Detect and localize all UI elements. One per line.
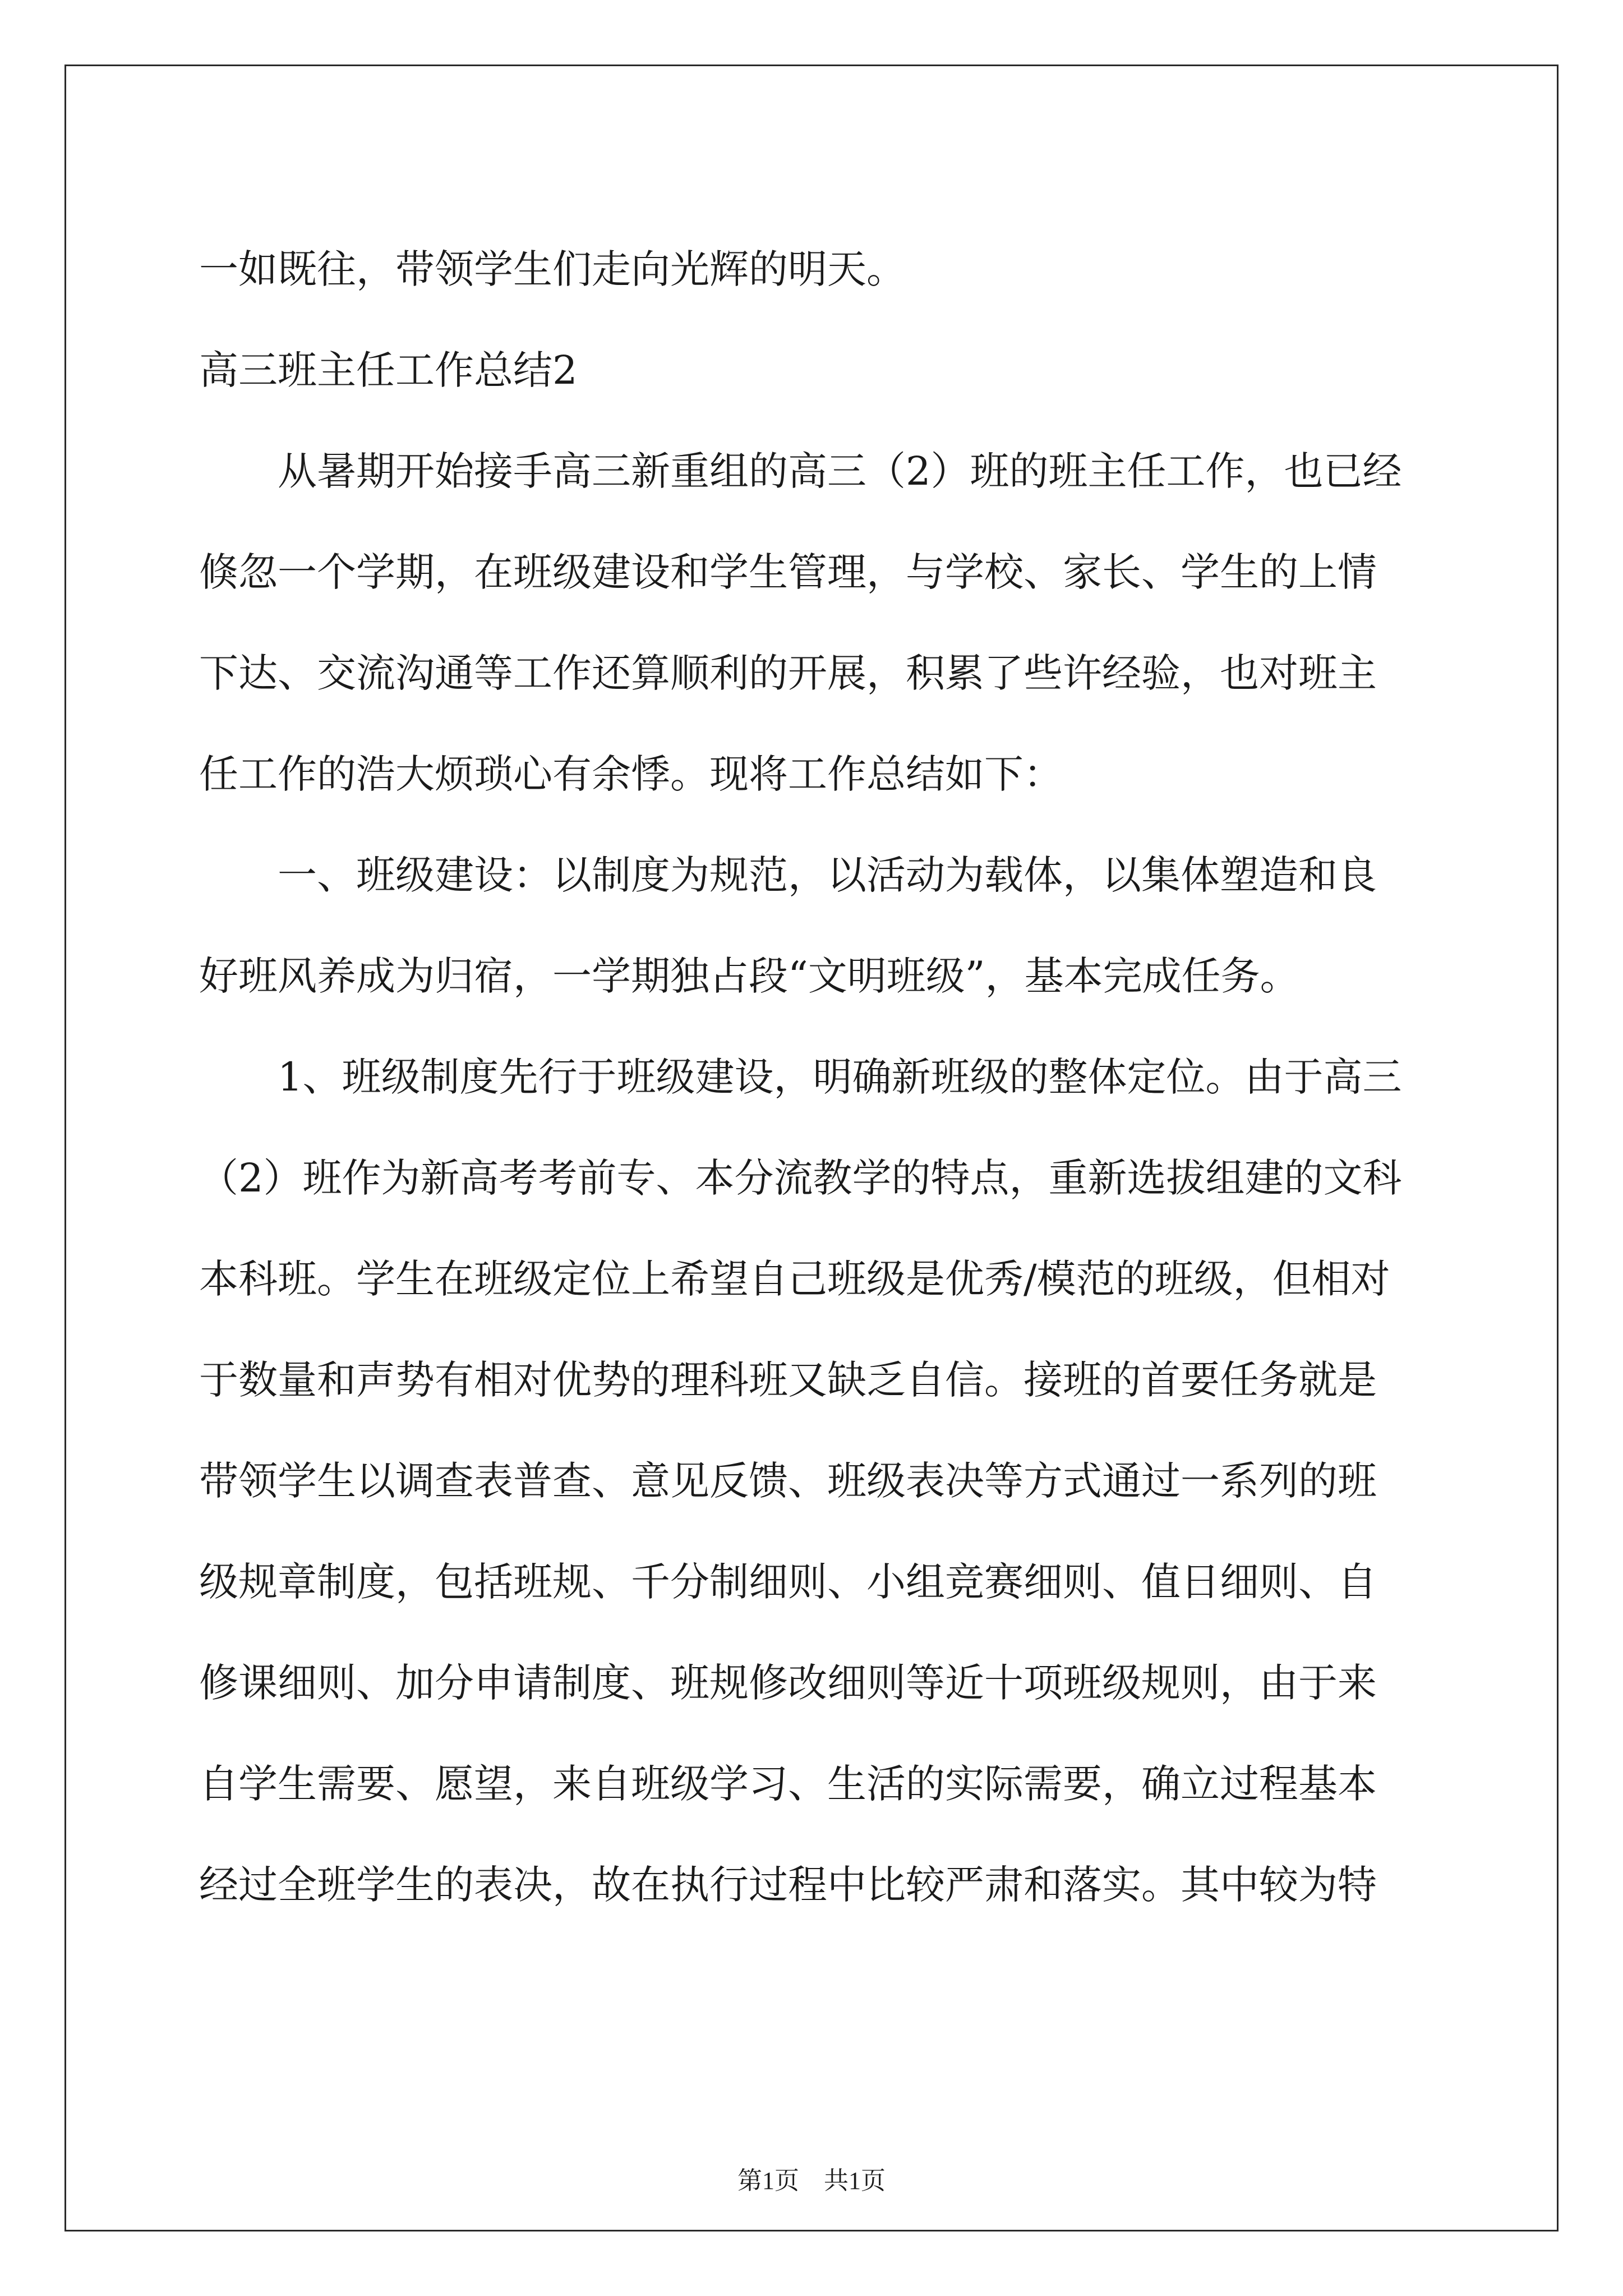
text-line-8: 好班风养成为归宿，一学期独占段“文明班级”，基本完成任务。: [199, 953, 1299, 999]
text-line-16: 自学生需要、愿望，来自班级学习、生活的实际需要，确立过程基本: [199, 1761, 1377, 1807]
text-line-1: 一如既往，带领学生们走向光辉的明天。: [199, 246, 906, 292]
page-number-footer: 第1页 共1页: [737, 2167, 886, 2194]
text-line-12: 于数量和声势有相对优势的理科班又缺乏自信。接班的首要任务就是: [199, 1357, 1377, 1403]
text-line-15: 修课细则、加分申请制度、班规修改细则等近十项班级规则，由于来: [199, 1660, 1377, 1706]
section-heading: 高三班主任工作总结2: [199, 347, 578, 393]
text-line-14: 级规章制度，包括班规、千分制细则、小组竞赛细则、值日细则、自: [199, 1559, 1377, 1605]
text-line-17: 经过全班学生的表决，故在执行过程中比较严肃和落实。其中较为特: [199, 1862, 1377, 1908]
text-line-3: 从暑期开始接手高三新重组的高三（2）班的班主任工作，也已经: [278, 448, 1402, 494]
text-line-7: 一、班级建设：以制度为规范，以活动为载体，以集体塑造和良: [278, 852, 1377, 898]
text-line-9: 1、班级制度先行于班级建设，明确新班级的整体定位。由于高三: [278, 1054, 1402, 1100]
text-line-5: 下达、交流沟通等工作还算顺利的开展，积累了些许经验，也对班主: [199, 650, 1377, 696]
text-line-6: 任工作的浩大烦琐心有余悸。现将工作总结如下：: [199, 751, 1063, 797]
text-line-11: 本科班。学生在班级定位上希望自己班级是优秀/模范的班级，但相对: [199, 1256, 1390, 1302]
document-body: [199, 219, 1433, 2070]
text-line-10: （2）班作为新高考考前专、本分流教学的特点，重新选拔组建的文科: [199, 1155, 1402, 1201]
text-line-4: 倏忽一个学期，在班级建设和学生管理，与学校、家长、学生的上情: [199, 549, 1377, 595]
text-line-13: 带领学生以调查表普查、意见反馈、班级表决等方式通过一系列的班: [199, 1458, 1377, 1504]
